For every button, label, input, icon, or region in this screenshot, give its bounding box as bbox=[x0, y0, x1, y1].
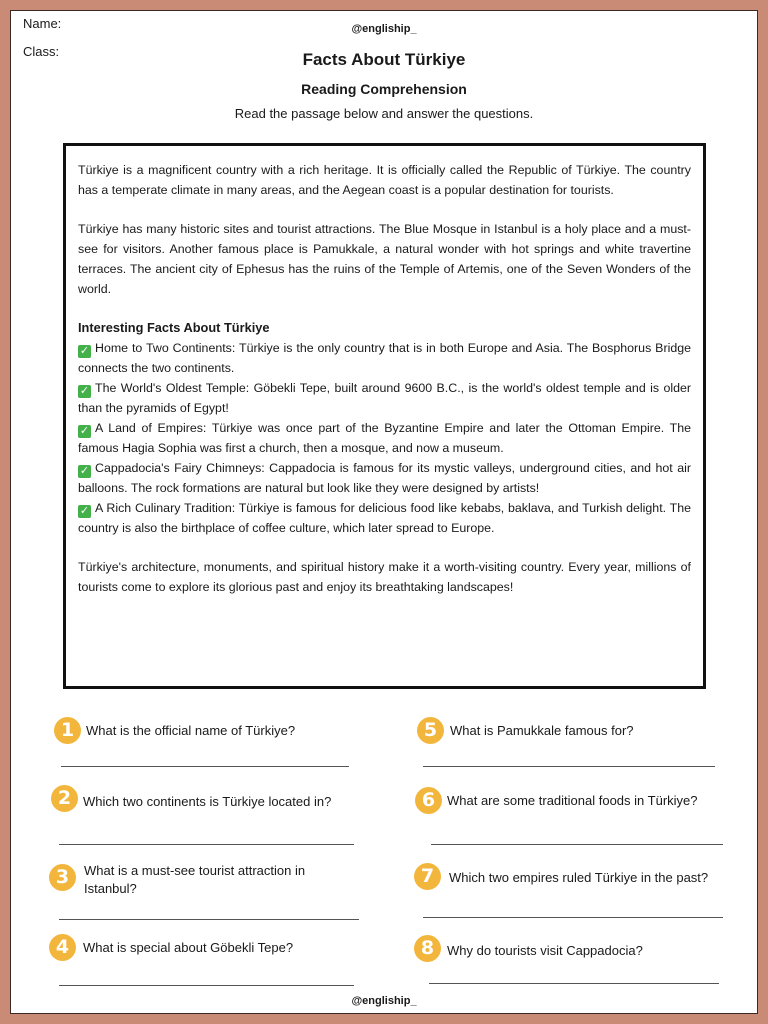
class-label: Class: bbox=[23, 44, 60, 59]
fact-text: A Rich Culinary Tradition: Türkiye is famous for delicious food like kebabs, baklava, and Turkish delight. The country is also the birthplace of coffee culture, which later spread to Europe. bbox=[78, 501, 691, 535]
fact-item bbox=[78, 498, 691, 538]
question-number-badge: 7 bbox=[414, 863, 441, 890]
fact-item bbox=[78, 418, 691, 458]
question-text: What is a must-see tourist attraction in Istanbul? bbox=[84, 863, 306, 896]
answer-line[interactable] bbox=[59, 919, 359, 920]
passage-intro: Türkiye is a magnificent country with a rich heritage. It is officially called the Republic of Türkiye. The country has a temperate climate in many areas, and the Aegean coast is a popular destination for tourists. bbox=[78, 163, 691, 197]
question-number-badge: 2 bbox=[51, 785, 78, 812]
answer-line[interactable] bbox=[429, 983, 719, 984]
answer-line[interactable] bbox=[61, 766, 349, 767]
fact-item bbox=[78, 338, 691, 378]
page-title: Facts About Türkiye bbox=[302, 50, 466, 69]
fact-text: Cappadocia's Fairy Chimneys: Cappadocia is famous for its mystic valleys, underground cities, and hot air balloons. The rock formations are natural but look like they were designed by artists! bbox=[78, 461, 691, 495]
question-text: What is Pamukkale famous for? bbox=[450, 723, 634, 738]
question-text: Why do tourists visit Cappadocia? bbox=[447, 943, 643, 958]
fact-item bbox=[78, 458, 691, 498]
page-subtitle: Reading Comprehension bbox=[301, 81, 467, 97]
instructions: Read the passage below and answer the questions. bbox=[234, 106, 534, 121]
answer-line[interactable] bbox=[59, 985, 354, 986]
question-number-badge: 6 bbox=[415, 787, 442, 814]
fact-item bbox=[78, 378, 691, 418]
reading-passage bbox=[63, 143, 706, 689]
answer-line[interactable] bbox=[423, 917, 723, 918]
question-number-badge: 5 bbox=[417, 717, 444, 744]
passage-conclusion: Türkiye's architecture, monuments, and spiritual history make it a worth-visiting country. Every year, millions of tourists come to explore its glorious past and enjoy its breathtaking landscapes! bbox=[78, 560, 691, 594]
question-text: What is special about Göbekli Tepe? bbox=[83, 940, 294, 955]
question-text: Which two continents is Türkiye located in? bbox=[83, 794, 332, 809]
facts-heading: Interesting Facts About Türkiye bbox=[78, 320, 270, 335]
question-number-badge: 4 bbox=[49, 934, 76, 961]
header-handle: @engliship_ bbox=[351, 23, 417, 35]
answer-line[interactable] bbox=[431, 844, 723, 845]
question-number-badge: 1 bbox=[54, 717, 81, 744]
fact-text: A Land of Empires: Türkiye was once part of the Byzantine Empire and later the Ottoman Empire. The famous Hagia Sophia was first a church, then a mosque, and now a museum. bbox=[78, 421, 691, 455]
fact-text: The World's Oldest Temple: Göbekli Tepe, built around 9600 B.C., is the world's oldest temple and is older than the pyramids of Egypt! bbox=[78, 381, 691, 415]
check-box-icon: ✓ bbox=[79, 385, 90, 397]
answer-line[interactable] bbox=[423, 766, 715, 767]
passage-attractions: Türkiye has many historic sites and tourist attractions. The Blue Mosque in Istanbul is a holy place and a must-see for visitors. Another famous place is Pamukkale, a natural wonder with hot springs and white travertine terraces. The ancient city of Ephesus has the ruins of the Temple of Artemis, one of the Seven Wonders of the world. bbox=[78, 222, 691, 296]
worksheet bbox=[10, 10, 758, 1014]
check-box-icon: ✓ bbox=[79, 345, 90, 357]
footer-handle: @engliship_ bbox=[351, 995, 417, 1007]
question-text: Which two empires ruled Türkiye in the past? bbox=[449, 870, 709, 885]
check-box-icon: ✓ bbox=[79, 505, 90, 517]
question-text: What is the official name of Türkiye? bbox=[86, 723, 296, 738]
name-label: Name: bbox=[23, 16, 62, 31]
check-box-icon: ✓ bbox=[79, 425, 90, 437]
question-number-badge: 8 bbox=[414, 935, 441, 962]
check-box-icon: ✓ bbox=[79, 465, 90, 477]
question-text: What are some traditional foods in Türkiye? bbox=[447, 793, 698, 808]
fact-text: Home to Two Continents: Türkiye is the only country that is in both Europe and Asia. The Bosphorus Bridge connects the two continents. bbox=[78, 341, 691, 375]
answer-line[interactable] bbox=[59, 844, 354, 845]
question-number-badge: 3 bbox=[49, 864, 76, 891]
